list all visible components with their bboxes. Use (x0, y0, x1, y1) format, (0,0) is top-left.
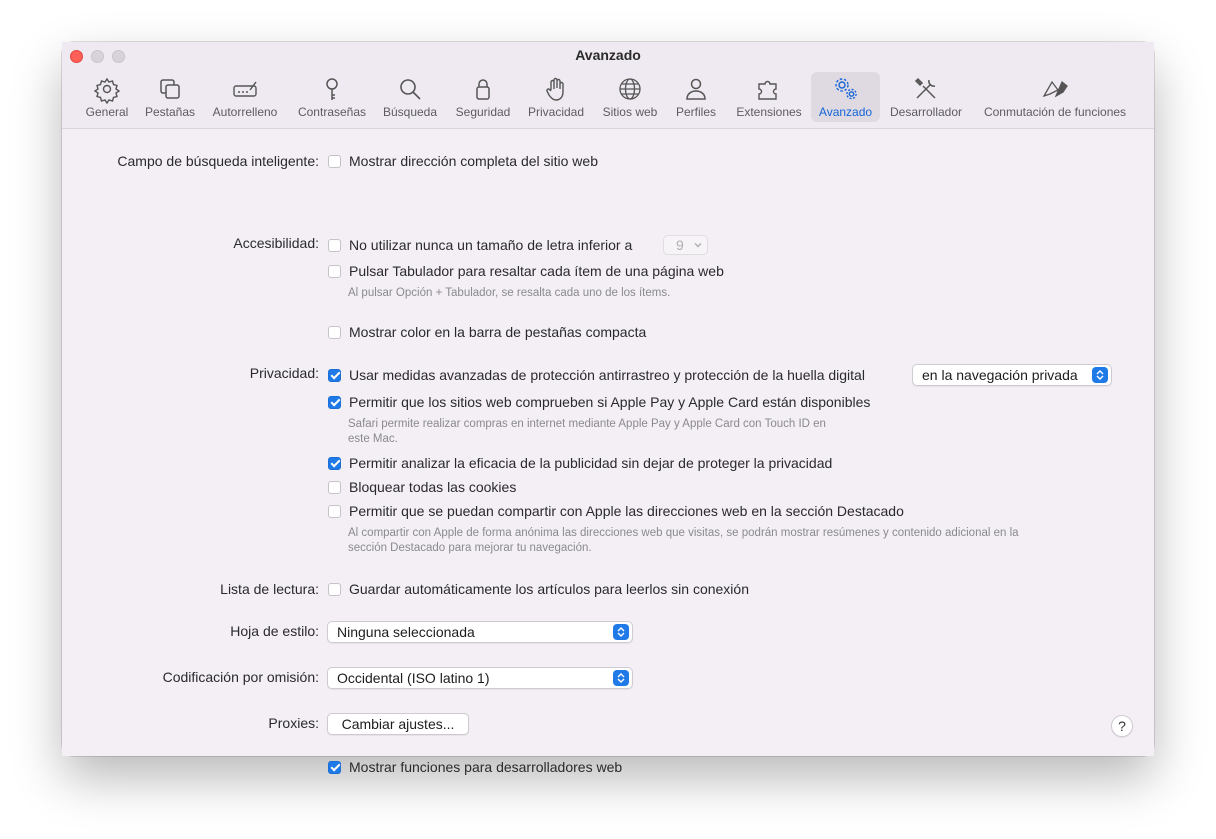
tab-label: General (85, 105, 129, 119)
puzzle-icon (730, 76, 808, 102)
tab-label: Seguridad (455, 105, 511, 119)
gear-icon (76, 76, 138, 102)
tab-label: Búsqueda (382, 105, 438, 119)
encoding-value: Occidental (ISO latino 1) (337, 670, 490, 686)
min-font-text: No utilizar nunca un tamaño de letra inferior a (349, 237, 633, 253)
tab-label: Conmutación de funciones (983, 105, 1127, 119)
min-font-size-value: 9 (676, 237, 684, 253)
reading-list-label: Lista de lectura: (220, 581, 319, 597)
compact-color-row[interactable] (328, 323, 646, 341)
apple-pay-hint-line2: este Mac. (348, 433, 398, 445)
tab-label: Privacidad (527, 105, 585, 119)
accessibility-label: Accesibilidad: (233, 235, 319, 251)
advanced-tracking-checkbox[interactable] (328, 369, 341, 382)
person-icon (670, 76, 722, 102)
smart-search-label: Campo de búsqueda inteligente: (117, 153, 319, 169)
tab-label: Pestañas (144, 105, 196, 119)
tab-avanzado[interactable] (811, 72, 880, 122)
updown-arrows-icon (1092, 367, 1108, 383)
tab-label: Extensiones (736, 105, 802, 119)
lock-icon (450, 76, 516, 102)
advanced-settings-pane (62, 129, 1154, 775)
magnifier-icon (379, 76, 441, 102)
apple-pay-hint-line1: Safari permite realizar compras en internet mediante Apple Pay y Apple Card con Touch ID en (348, 418, 826, 430)
share-hint-line2: sección Destacado para mejorar tu navegación. (348, 542, 592, 554)
min-font-size-popup[interactable] (663, 235, 708, 255)
chevron-down-icon (691, 238, 705, 252)
safari-settings-window (62, 42, 1154, 775)
tracking-scope-value: en la navegación privada (922, 367, 1078, 383)
advanced-tracking-text: Usar medidas avanzadas de protección antirrastreo y protección de la huella digital (349, 367, 865, 383)
gears-icon (811, 76, 880, 102)
stylesheet-popup[interactable] (327, 621, 633, 643)
tabs-icon (140, 76, 200, 102)
titlebar (62, 42, 1154, 129)
globe-icon (596, 76, 664, 102)
tracking-scope-popup[interactable] (912, 364, 1112, 386)
tab-sitios-web[interactable] (596, 72, 664, 122)
window-title: Avanzado (575, 47, 641, 63)
block-cookies-checkbox[interactable] (328, 481, 341, 494)
tab-label: Contraseñas (297, 105, 367, 119)
autofill-icon (208, 76, 282, 102)
save-offline-checkbox[interactable] (328, 583, 341, 596)
tab-desarrollador[interactable] (884, 72, 968, 122)
show-full-address-text: Mostrar dirección completa del sitio web (349, 153, 598, 169)
tab-label: Desarrollador (889, 105, 963, 119)
tab-highlight-text: Pulsar Tabulador para resaltar cada ítem de una página web (349, 263, 724, 279)
tab-label: Autorrelleno (212, 105, 278, 119)
tab-perfiles[interactable] (670, 72, 722, 122)
flags-icon (976, 76, 1134, 102)
tab-label: Avanzado (818, 105, 873, 119)
tab-pestanas[interactable] (140, 72, 200, 122)
tab-contrasenas[interactable] (292, 72, 372, 122)
encoding-popup[interactable] (327, 667, 633, 689)
ad-measurement-row[interactable] (328, 454, 832, 472)
share-highlights-text: Permitir que se puedan compartir con Apple las direcciones web en la sección Destacado (349, 503, 904, 519)
tab-highlight-hint: Al pulsar Opción + Tabulador, se resalta cada uno de los ítems. (348, 287, 671, 299)
ad-measurement-checkbox[interactable] (328, 457, 341, 470)
hand-icon (523, 76, 589, 102)
share-hint-line1: Al compartir con Apple de forma anónima las direcciones web que visitas, se podrán mostrar resúmenes y contenido adicional en la (348, 527, 1019, 539)
ad-measurement-text: Permitir analizar la eficacia de la publicidad sin dejar de proteger la privacidad (349, 455, 833, 471)
encoding-label: Codificación por omisión: (162, 669, 319, 685)
apple-pay-text: Permitir que los sitios web comprueben si Apple Pay y Apple Card están disponibles (349, 394, 871, 410)
apple-pay-checkbox[interactable] (328, 396, 341, 409)
developer-features-row[interactable] (328, 758, 622, 776)
show-full-address-checkbox[interactable] (328, 155, 341, 168)
min-font-checkbox[interactable] (328, 239, 341, 252)
key-icon (292, 76, 372, 102)
share-highlights-checkbox[interactable] (328, 505, 341, 518)
min-font-row[interactable] (328, 236, 632, 254)
tab-label: Perfiles (675, 105, 716, 119)
change-proxy-settings-button[interactable]: Cambiar ajustes... (327, 713, 469, 735)
apple-pay-row[interactable] (328, 393, 870, 411)
share-highlights-row[interactable] (328, 502, 904, 520)
developer-features-text: Mostrar funciones para desarrolladores web (349, 759, 623, 775)
proxies-label: Proxies: (268, 715, 319, 731)
tab-highlight-row[interactable] (328, 262, 724, 280)
save-offline-text: Guardar automáticamente los artículos para leerlos sin conexión (349, 581, 749, 597)
tab-privacidad[interactable] (523, 72, 589, 122)
tools-icon (884, 76, 968, 102)
updown-arrows-icon (613, 624, 629, 640)
stylesheet-value: Ninguna seleccionada (337, 624, 475, 640)
advanced-tracking-row[interactable] (328, 366, 865, 384)
block-cookies-text: Bloquear todas las cookies (349, 479, 517, 495)
stylesheet-label: Hoja de estilo: (230, 623, 319, 639)
tab-busqueda[interactable] (379, 72, 441, 122)
show-full-address-row[interactable] (328, 152, 598, 170)
save-offline-row[interactable] (328, 580, 749, 598)
preferences-toolbar (62, 70, 1154, 126)
compact-color-text: Mostrar color en la barra de pestañas compacta (349, 324, 647, 340)
tab-general[interactable] (76, 72, 138, 122)
tab-label: Sitios web (602, 105, 658, 119)
help-button[interactable]: ? (1111, 715, 1133, 737)
developer-features-checkbox[interactable] (328, 761, 341, 774)
compact-color-checkbox[interactable] (328, 326, 341, 339)
tab-autorrelleno[interactable] (208, 72, 282, 122)
tab-extensiones[interactable] (730, 72, 808, 122)
tab-conmutacion-funciones[interactable] (976, 72, 1134, 122)
updown-arrows-icon (613, 670, 629, 686)
tab-highlight-checkbox[interactable] (328, 265, 341, 278)
tab-seguridad[interactable] (450, 72, 516, 122)
block-cookies-row[interactable] (328, 478, 516, 496)
privacy-label: Privacidad: (249, 365, 319, 381)
